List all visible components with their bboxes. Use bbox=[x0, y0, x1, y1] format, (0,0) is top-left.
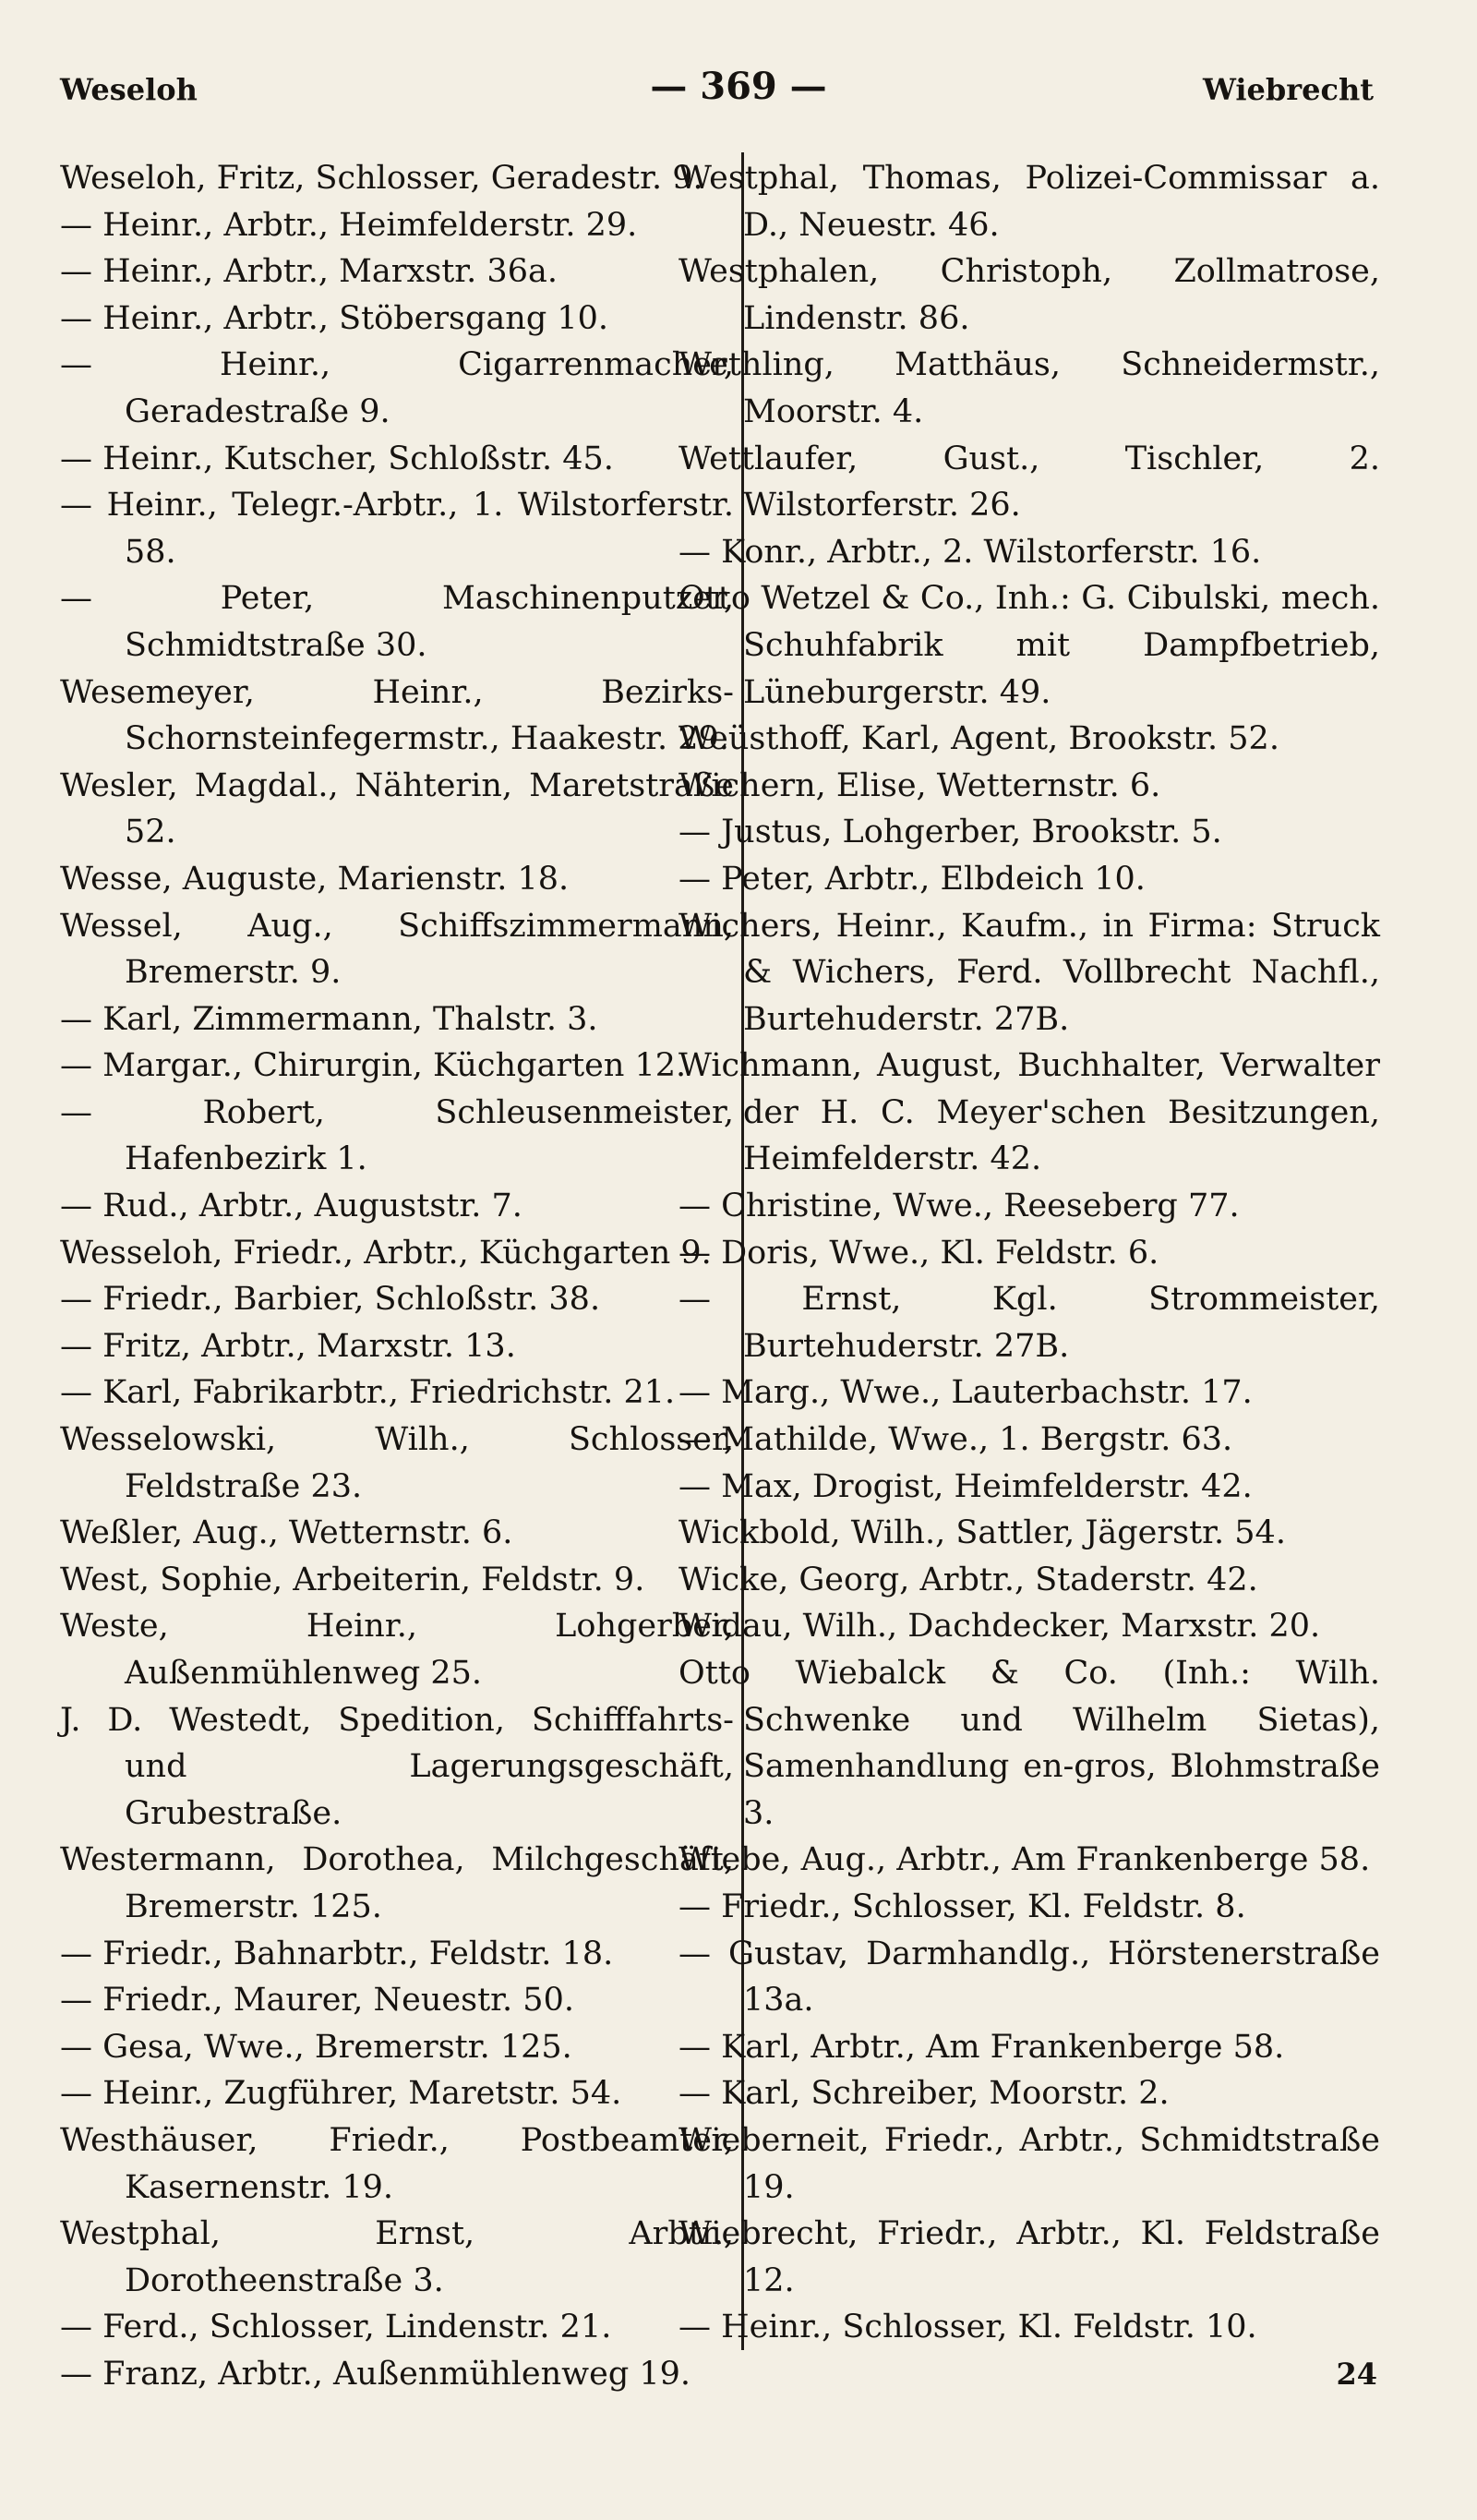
directory-entry: West, Sophie, Arbeiterin, Feldstr. 9. bbox=[60, 1561, 645, 1598]
directory-entry: — Christine, Wwe., Reeseberg 77. bbox=[678, 1188, 1240, 1225]
directory-entry: — Gustav, Darmhandlg., Hörstenerstraße 13a. bbox=[678, 1935, 1380, 2020]
directory-entry: — Fritz, Arbtr., Marxstr. 13. bbox=[60, 1327, 516, 1365]
directory-entry: Wesseloh, Friedr., Arbtr., Küchgarten 9. bbox=[60, 1234, 712, 1272]
directory-entry: Wichmann, August, Buchhalter, Verwalter der H. C. Meyer'schen Besitzungen, Heimfelderstr. 42. bbox=[678, 1047, 1380, 1178]
directory-entry: — Max, Drogist, Heimfelderstr. 42. bbox=[678, 1467, 1253, 1505]
directory-entry: Wichern, Elise, Wetternstr. 6. bbox=[678, 766, 1161, 804]
directory-entry: — Marg., Wwe., Lauterbachstr. 17. bbox=[678, 1374, 1253, 1412]
directory-entry: — Heinr., Telegr.-Arbtr., 1. Wilstorferstr. 58. bbox=[60, 487, 734, 571]
directory-entry: Weste, Heinr., Lohgerber, Außenmühlenweg 25. bbox=[60, 1608, 734, 1692]
directory-entry: — Konr., Arbtr., 2. Wilstorferstr. 16. bbox=[678, 533, 1262, 571]
directory-entry: — Ferd., Schlosser, Lindenstr. 21. bbox=[60, 2309, 612, 2346]
directory-entry: — Peter, Arbtr., Elbdeich 10. bbox=[678, 860, 1146, 898]
directory-entry: — Rud., Arbtr., Auguststr. 7. bbox=[60, 1188, 522, 1225]
directory-entry: Wethling, Matthäus, Schneidermstr., Moorstr. 4. bbox=[678, 346, 1380, 430]
directory-entry: — Doris, Wwe., Kl. Feldstr. 6. bbox=[678, 1234, 1159, 1272]
directory-entry: Wesselowski, Wilh., Schlosser, Feldstraße 23. bbox=[60, 1421, 734, 1505]
directory-entry: — Heinr., Cigarrenmacher, Geradestraße 9. bbox=[60, 346, 734, 430]
directory-entry: Wichers, Heinr., Kaufm., in Firma: Struck & Wichers, Ferd. Vollbrecht Nachfl., Burtehuderstr. 27B. bbox=[678, 907, 1380, 1038]
directory-entry: — Friedr., Barbier, Schloßstr. 38. bbox=[60, 1281, 601, 1319]
directory-entry: — Karl, Fabrikarbtr., Friedrichstr. 21. bbox=[60, 1374, 676, 1412]
directory-entry: Wessel, Aug., Schiffszimmermann, Bremerstr. 9. bbox=[60, 907, 734, 992]
directory-entry: — Heinr., Schlosser, Kl. Feldstr. 10. bbox=[678, 2309, 1257, 2346]
directory-entry: Widau, Wilh., Dachdecker, Marxstr. 20. bbox=[678, 1608, 1321, 1646]
directory-entry: — Karl, Schreiber, Moorstr. 2. bbox=[678, 2075, 1170, 2113]
directory-entry: — Franz, Arbtr., Außenmühlenweg 19. bbox=[60, 2355, 691, 2393]
directory-entry: — Heinr., Zugführer, Maretstr. 54. bbox=[60, 2075, 622, 2113]
directory-entry: — Friedr., Bahnarbtr., Feldstr. 18. bbox=[60, 1935, 614, 1972]
directory-entry: Wesemeyer, Heinr., Bezirks-Schornsteinfegermstr., Haakestr. 29. bbox=[60, 673, 734, 758]
directory-entry: Westphalen, Christoph, Zollmatrose, Lindenstr. 86. bbox=[678, 253, 1380, 337]
directory-entry: Westermann, Dorothea, Milchgeschäft, Bremerstr. 125. bbox=[60, 1841, 734, 1925]
right-column bbox=[678, 155, 1380, 2351]
running-head-right: Wiebrecht bbox=[1202, 72, 1374, 107]
directory-entry: Weseloh, Fritz, Schlosser, Geradestr. 9. bbox=[60, 160, 703, 197]
directory-entry: — Friedr., Maurer, Neuestr. 50. bbox=[60, 1982, 574, 2020]
directory-entry: — Justus, Lohgerber, Brookstr. 5. bbox=[678, 814, 1222, 851]
directory-entry: — Heinr., Arbtr., Stöbersgang 10. bbox=[60, 299, 609, 337]
directory-entry: — Ernst, Kgl. Strommeister, Burtehuderstr. 27B. bbox=[678, 1281, 1380, 1365]
running-head-left: Weseloh bbox=[60, 72, 198, 107]
directory-entry: Wiebrecht, Friedr., Arbtr., Kl. Feldstraße 12. bbox=[678, 2215, 1380, 2299]
directory-entry: J. D. Westedt, Spedition, Schifffahrts- und Lagerungsgeschäft, Grubestraße. bbox=[60, 1701, 734, 1832]
directory-entry: Weßler, Aug., Wetternstr. 6. bbox=[60, 1514, 513, 1552]
page-number: — 369 — bbox=[650, 65, 827, 108]
directory-entry: Westphal, Ernst, Arbtr., Dorotheenstraße 3. bbox=[60, 2215, 734, 2299]
directory-entry: — Heinr., Arbtr., Heimfelderstr. 29. bbox=[60, 206, 638, 244]
directory-entry: — Heinr., Kutscher, Schloßstr. 45. bbox=[60, 440, 614, 477]
directory-entry: — Peter, Maschinenputzer, Schmidtstraße 30. bbox=[60, 580, 734, 664]
directory-entry: Otto Wiebalck & Co. (Inh.: Wilh. Schwenke und Wilhelm Sietas), Samenhandlung en-gros, Blohmstraße 3. bbox=[678, 1655, 1380, 1832]
directory-entry: — Robert, Schleusenmeister, Hafenbezirk 1. bbox=[60, 1093, 734, 1178]
directory-entry: Wettlaufer, Gust., Tischler, 2. Wilstorferstr. 26. bbox=[678, 440, 1380, 524]
directory-entry: Wesler, Magdal., Nähterin, Maretstraße 52. bbox=[60, 766, 734, 851]
directory-entry: Wesse, Auguste, Marienstr. 18. bbox=[60, 860, 570, 898]
directory-entry: — Friedr., Schlosser, Kl. Feldstr. 8. bbox=[678, 1887, 1246, 1925]
directory-entry: Otto Wetzel & Co., Inh.: G. Cibulski, mech. Schuhfabrik mit Dampfbetrieb, Lüneburgerstr. 49. bbox=[678, 580, 1380, 711]
directory-entry: — Karl, Zimmermann, Thalstr. 3. bbox=[60, 1000, 598, 1038]
directory-entry: Wieberneit, Friedr., Arbtr., Schmidtstraße 19. bbox=[678, 2121, 1380, 2206]
directory-entry: — Gesa, Wwe., Bremerstr. 125. bbox=[60, 2028, 572, 2066]
directory-entry: — Mathilde, Wwe., 1. Bergstr. 63. bbox=[678, 1421, 1233, 1459]
signature-mark: 24 bbox=[1336, 2357, 1377, 2392]
directory-entry: — Karl, Arbtr., Am Frankenberge 58. bbox=[678, 2028, 1285, 2066]
directory-entry: Westphal, Thomas, Polizei-Commissar a. D., Neuestr. 46. bbox=[678, 160, 1380, 244]
directory-entry: Wicke, Georg, Arbtr., Staderstr. 42. bbox=[678, 1561, 1258, 1598]
directory-entry: — Heinr., Arbtr., Marxstr. 36a. bbox=[60, 253, 558, 291]
directory-entry: Wickbold, Wilh., Sattler, Jägerstr. 54. bbox=[678, 1514, 1286, 1552]
directory-entry: — Margar., Chirurgin, Küchgarten 12. bbox=[60, 1047, 687, 1085]
directory-entry: Wiebe, Aug., Arbtr., Am Frankenberge 58. bbox=[678, 1841, 1371, 1879]
directory-entry: Westhäuser, Friedr., Postbeamter, Kasernenstr. 19. bbox=[60, 2121, 734, 2206]
left-column bbox=[60, 155, 734, 2398]
directory-entry: Weüsthoff, Karl, Agent, Brookstr. 52. bbox=[678, 720, 1279, 758]
